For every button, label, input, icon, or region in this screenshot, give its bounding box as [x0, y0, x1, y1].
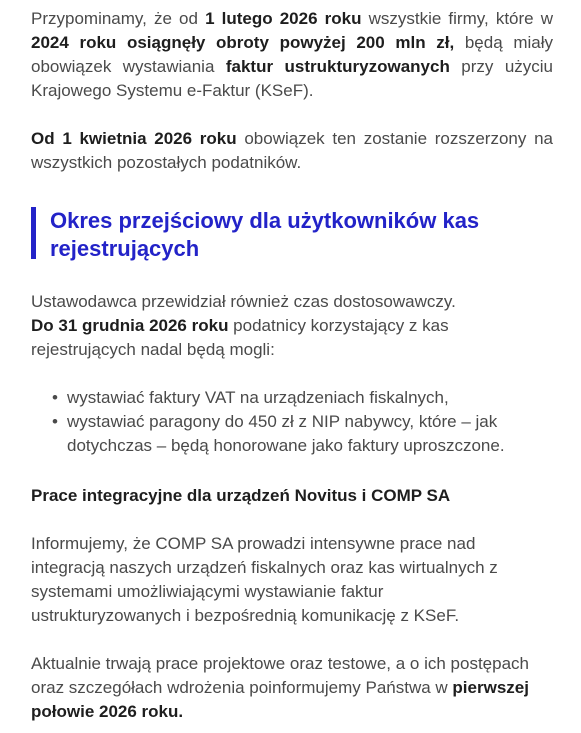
intro-turnover-bold: 2024 roku osiągnęły obroty powyżej 200 mln zł,	[31, 33, 455, 52]
extension-date-bold: Od 1 kwietnia 2026 roku	[31, 129, 237, 148]
transition-bullet-list	[31, 386, 553, 458]
integration-heading: Prace integracyjne dla urządzeń Novitus i COMP SA	[31, 486, 451, 505]
intro-text-4: przy użyciu Krajowego Systemu e-Faktur (KSeF).	[31, 57, 554, 100]
intro-text-1: Przypominamy, że od	[31, 9, 206, 28]
intro-date-bold: 1 lutego 2026 roku	[205, 9, 362, 28]
integration-paragraph-2	[31, 652, 531, 724]
transition-heading: Okres przejściowy dla użytkowników kas rejestrujących	[50, 208, 480, 261]
extension-paragraph	[31, 127, 553, 175]
list-item	[31, 410, 553, 458]
transition-heading-block	[31, 207, 551, 259]
list-item-text: wystawiać paragony do 450 zł z NIP nabywcy, które – jak dotychczas – będą honorowane jako faktury uproszczone.	[67, 412, 505, 455]
transition-text-1: Ustawodawca przewidział również czas dostosowawczy.	[31, 292, 456, 311]
list-item-text: wystawiać faktury VAT na urządzeniach fiskalnych,	[67, 388, 449, 407]
intro-invoices-bold: faktur ustrukturyzowanych	[225, 57, 450, 76]
bullet-icon: •	[52, 412, 58, 431]
intro-text-2: wszystkie firmy, które w	[361, 9, 553, 28]
integration-date-bold: pierwszej połowie 2026 roku.	[31, 678, 529, 721]
extension-text: obowiązek ten zostanie rozszerzony na wszystkich pozostałych podatników.	[31, 129, 553, 172]
transition-text-2: podatnicy korzystający z kas rejestrujących nadal będą mogli:	[31, 316, 449, 359]
intro-paragraph	[31, 7, 553, 103]
integration-paragraph-1: Informujemy, że COMP SA prowadzi intensywne prace nad integracją naszych urządzeń fiskalnych oraz kas wirtualnych z systemami umożliwiającymi wystawianie faktur ustrukturyzowanych i bezpośrednią komunikację z KSeF.	[31, 534, 498, 625]
list-item	[31, 386, 553, 410]
integration-text: Aktualnie trwają prace projektowe oraz testowe, a o ich postępach oraz szczegółach wdrożenia poinformujemy Państwa w	[31, 654, 529, 697]
intro-text-3: będą miały obowiązek wystawiania	[31, 33, 553, 76]
bullet-icon: •	[52, 388, 58, 407]
transition-date-bold: Do 31 grudnia 2026 roku	[31, 316, 229, 335]
transition-paragraph	[31, 290, 553, 362]
